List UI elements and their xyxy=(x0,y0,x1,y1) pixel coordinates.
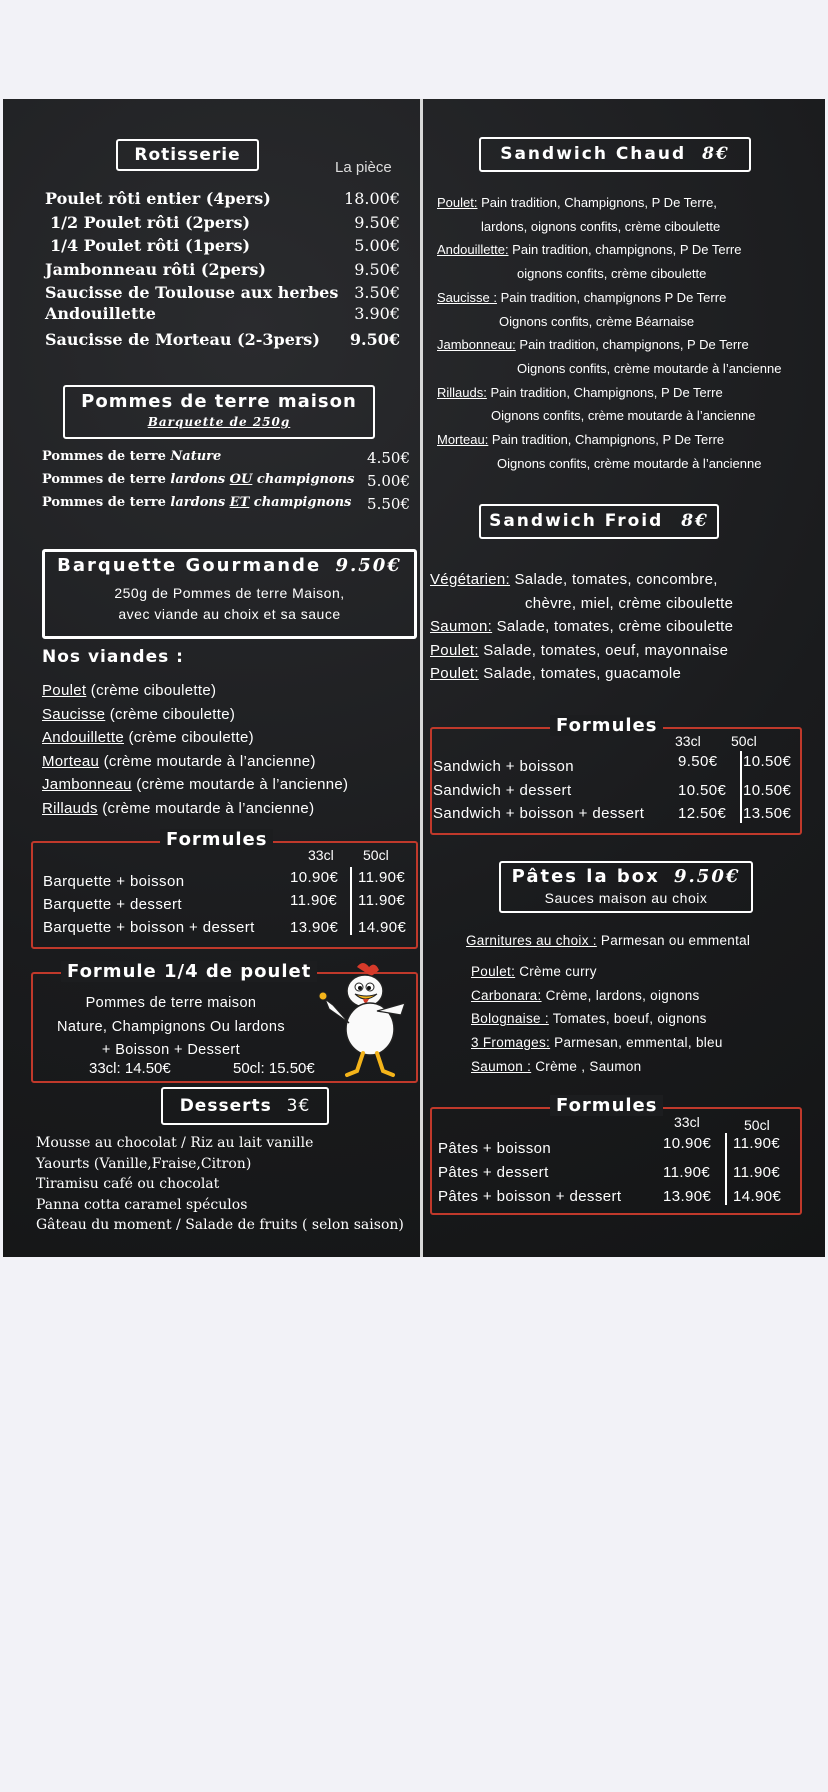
formule-row: Barquette + boisson + dessert 13.90€ 14.90€ xyxy=(43,919,407,936)
formules-barquette-rows xyxy=(43,869,408,938)
pommes-subtitle: Barquette de 250g xyxy=(147,415,291,429)
pates-title-box xyxy=(499,861,753,913)
rotisserie-title: Rotisserie xyxy=(116,139,259,171)
right-column xyxy=(423,99,825,1257)
viandes-list xyxy=(42,679,348,820)
barquette-title-line xyxy=(45,554,414,578)
formules-pates-col2: 50cl xyxy=(744,1117,770,1133)
formules-barquette-col1: 33cl xyxy=(308,847,334,863)
desserts-title: Desserts xyxy=(179,1096,272,1116)
formules-pates-title: Formules xyxy=(550,1095,663,1116)
formule-poulet-price1: 33cl: 14.50€ xyxy=(89,1060,171,1077)
barquette-line1: 250g de Pommes de terre Maison, xyxy=(114,585,345,601)
rotisserie-item: 1/4 Poulet rôti (1pers) 5.00€ xyxy=(50,236,400,255)
formules-barquette-title: Formules xyxy=(160,829,273,850)
desserts-list xyxy=(36,1133,404,1236)
viande-item: Poulet (crème ciboulette) xyxy=(42,682,217,699)
pommes-item: Pommes de terre lardons ET champignons 5.50€ xyxy=(42,495,410,513)
sandwich-froid-price: 8€ xyxy=(681,511,709,531)
dessert-item: Tiramisu café ou chocolat xyxy=(36,1176,220,1192)
sandwich-chaud-item: Saucisse : Pain tradition, champignons P De Terre Oignons confits, crème Béarnaise xyxy=(437,289,727,329)
rotisserie-item: Andouillette 3.90€ xyxy=(45,304,400,323)
sandwich-chaud-item: Jambonneau: Pain tradition, champignons, P De Terre Oignons confits, crème moutarde à l’ancienne xyxy=(437,337,782,376)
pates-item: Poulet: Crème curry xyxy=(471,964,597,979)
pommes-list xyxy=(42,449,410,518)
sandwich-chaud-item: Poulet: Pain tradition, Champignons, P De Terre, lardons, oignons confits, crème ciboulette xyxy=(437,195,721,234)
pommes-item: Pommes de terre Nature 4.50€ xyxy=(42,449,410,467)
formule-row: Sandwich + boisson 9.50€ 10.50€ xyxy=(433,753,792,775)
pommes-item: Pommes de terre lardons OU champignons 5.00€ xyxy=(42,472,410,490)
rotisserie-item: 1/2 Poulet rôti (2pers) 9.50€ xyxy=(50,212,400,232)
formule-poulet-line3: + Boisson + Dessert xyxy=(101,1042,241,1058)
rotisserie-item: Saucisse de Toulouse aux herbes 3.50€ xyxy=(45,283,400,302)
pates-list xyxy=(471,960,723,1079)
formule-row: Pâtes + boisson 10.90€ 11.90€ xyxy=(438,1135,781,1157)
formule-poulet-details xyxy=(31,992,311,1063)
formules-sandwich-col1: 33cl xyxy=(675,733,701,749)
rotisserie-list xyxy=(45,189,400,354)
rotisserie-item: Jambonneau rôti (2pers) 9.50€ xyxy=(45,259,400,279)
formules-pates-col1: 33cl xyxy=(674,1114,700,1130)
menu-board xyxy=(3,99,825,1257)
formule-row: Barquette + boisson 10.90€ 11.90€ xyxy=(43,869,406,890)
pates-title: Pâtes la box xyxy=(511,866,660,887)
pates-subtitle: Sauces maison au choix xyxy=(544,890,708,906)
formule-row: Barquette + dessert 11.90€ 11.90€ xyxy=(43,892,406,913)
unit-label: La pièce xyxy=(335,159,392,176)
viande-item: Rillauds (crème moutarde à l’ancienne) xyxy=(42,799,315,817)
formule-row: Sandwich + dessert 10.50€ 10.50€ xyxy=(433,781,792,799)
formules-sandwich-title: Formules xyxy=(550,715,663,736)
rotisserie-item: Poulet rôti entier (4pers) 18.00€ xyxy=(45,189,400,208)
left-column xyxy=(3,99,419,1257)
pates-item: Saumon : Crème , Saumon xyxy=(471,1058,642,1074)
sandwich-chaud-title-box xyxy=(479,137,751,172)
chicken-mascot-icon xyxy=(315,961,413,1083)
sandwich-chaud-list xyxy=(437,191,822,475)
sandwich-chaud-price: 8€ xyxy=(702,144,730,164)
barquette-line2: avec viande au choix et sa sauce xyxy=(118,606,341,622)
formule-poulet-line1: Pommes de terre maison xyxy=(85,995,257,1011)
pates-title-line xyxy=(501,864,751,890)
sandwich-chaud-item: Rillauds: Pain tradition, Champignons, P De Terre Oignons confits, crème moutarde à l’ancienne xyxy=(437,384,756,424)
sandwich-froid-title: Sandwich Froid xyxy=(489,511,664,531)
desserts-title-box xyxy=(161,1087,329,1125)
formule-row: Pâtes + dessert 11.90€ 11.90€ xyxy=(438,1164,781,1181)
pates-item: 3 Fromages: Parmesan, emmental, bleu xyxy=(471,1035,723,1051)
viandes-title: Nos viandes : xyxy=(42,647,184,667)
viande-item: Jambonneau (crème moutarde à l’ancienne) xyxy=(42,776,349,793)
dessert-item: Panna cotta caramel spéculos xyxy=(36,1196,248,1213)
sandwich-froid-item: Poulet: Salade, tomates, oeuf, mayonnaise xyxy=(430,641,729,659)
formules-pates-rows xyxy=(438,1135,795,1207)
formules-sandwich-col2: 50cl xyxy=(731,733,757,749)
barquette-title: Barquette Gourmande xyxy=(57,555,322,576)
formule-poulet-price2: 50cl: 15.50€ xyxy=(233,1060,315,1077)
formule-row: Pâtes + boisson + dessert 13.90€ 14.90€ xyxy=(438,1188,782,1205)
dessert-item: Yaourts (Vanille,Fraise,Citron) xyxy=(36,1155,252,1172)
viande-item: Saucisse (crème ciboulette) xyxy=(42,705,236,723)
pates-price: 9.50€ xyxy=(674,866,741,887)
rotisserie-item: Saucisse de Morteau (2-3pers) 9.50€ xyxy=(45,330,400,349)
formules-sandwich-rows xyxy=(433,753,795,824)
pommes-title: Pommes de terre maison xyxy=(81,391,357,412)
sandwich-froid-title-box xyxy=(479,504,719,539)
formules-barquette-col2: 50cl xyxy=(363,847,389,863)
sandwich-froid-item: Poulet: Salade, tomates, guacamole xyxy=(430,665,682,682)
sandwich-froid-item: Végétarien: Salade, tomates, concombre, chèvre, miel, crème ciboulette xyxy=(430,571,734,612)
formule-poulet-line2: Nature, Champignons Ou lardons xyxy=(56,1018,285,1035)
pommes-title-box xyxy=(63,385,375,439)
desserts-price: 3€ xyxy=(286,1096,311,1116)
pates-item: Carbonara: Crème, lardons, oignons xyxy=(471,987,700,1003)
sandwich-chaud-item: Andouillette: Pain tradition, champignons, P De Terre oignons confits, crème ciboulette xyxy=(437,242,742,282)
pates-garnitures: Garnitures au choix : Parmesan ou emmental xyxy=(466,933,751,948)
dessert-item: Gâteau du moment / Salade de fruits ( selon saison) xyxy=(36,1217,404,1233)
barquette-box xyxy=(42,549,417,639)
sandwich-froid-item: Saumon: Salade, tomates, crème ciboulette xyxy=(430,618,734,635)
formule-row: Sandwich + boisson + dessert 12.50€ 13.50€ xyxy=(433,805,792,822)
formule-poulet-title: Formule 1/4 de poulet xyxy=(61,961,317,982)
sandwich-froid-list xyxy=(430,568,820,686)
viande-item: Andouillette (crème ciboulette) xyxy=(42,729,254,746)
viande-item: Morteau (crème moutarde à l’ancienne) xyxy=(42,752,316,770)
pates-item: Bolognaise : Tomates, boeuf, oignons xyxy=(471,1011,707,1027)
barquette-price: 9.50€ xyxy=(335,555,402,576)
sandwich-chaud-item: Morteau: Pain tradition, Champignons, P De Terre Oignons confits, crème moutarde à l’ancienne xyxy=(437,432,762,471)
sandwich-chaud-title: Sandwich Chaud xyxy=(500,144,687,164)
dessert-item: Mousse au chocolat / Riz au lait vanille xyxy=(36,1135,314,1151)
